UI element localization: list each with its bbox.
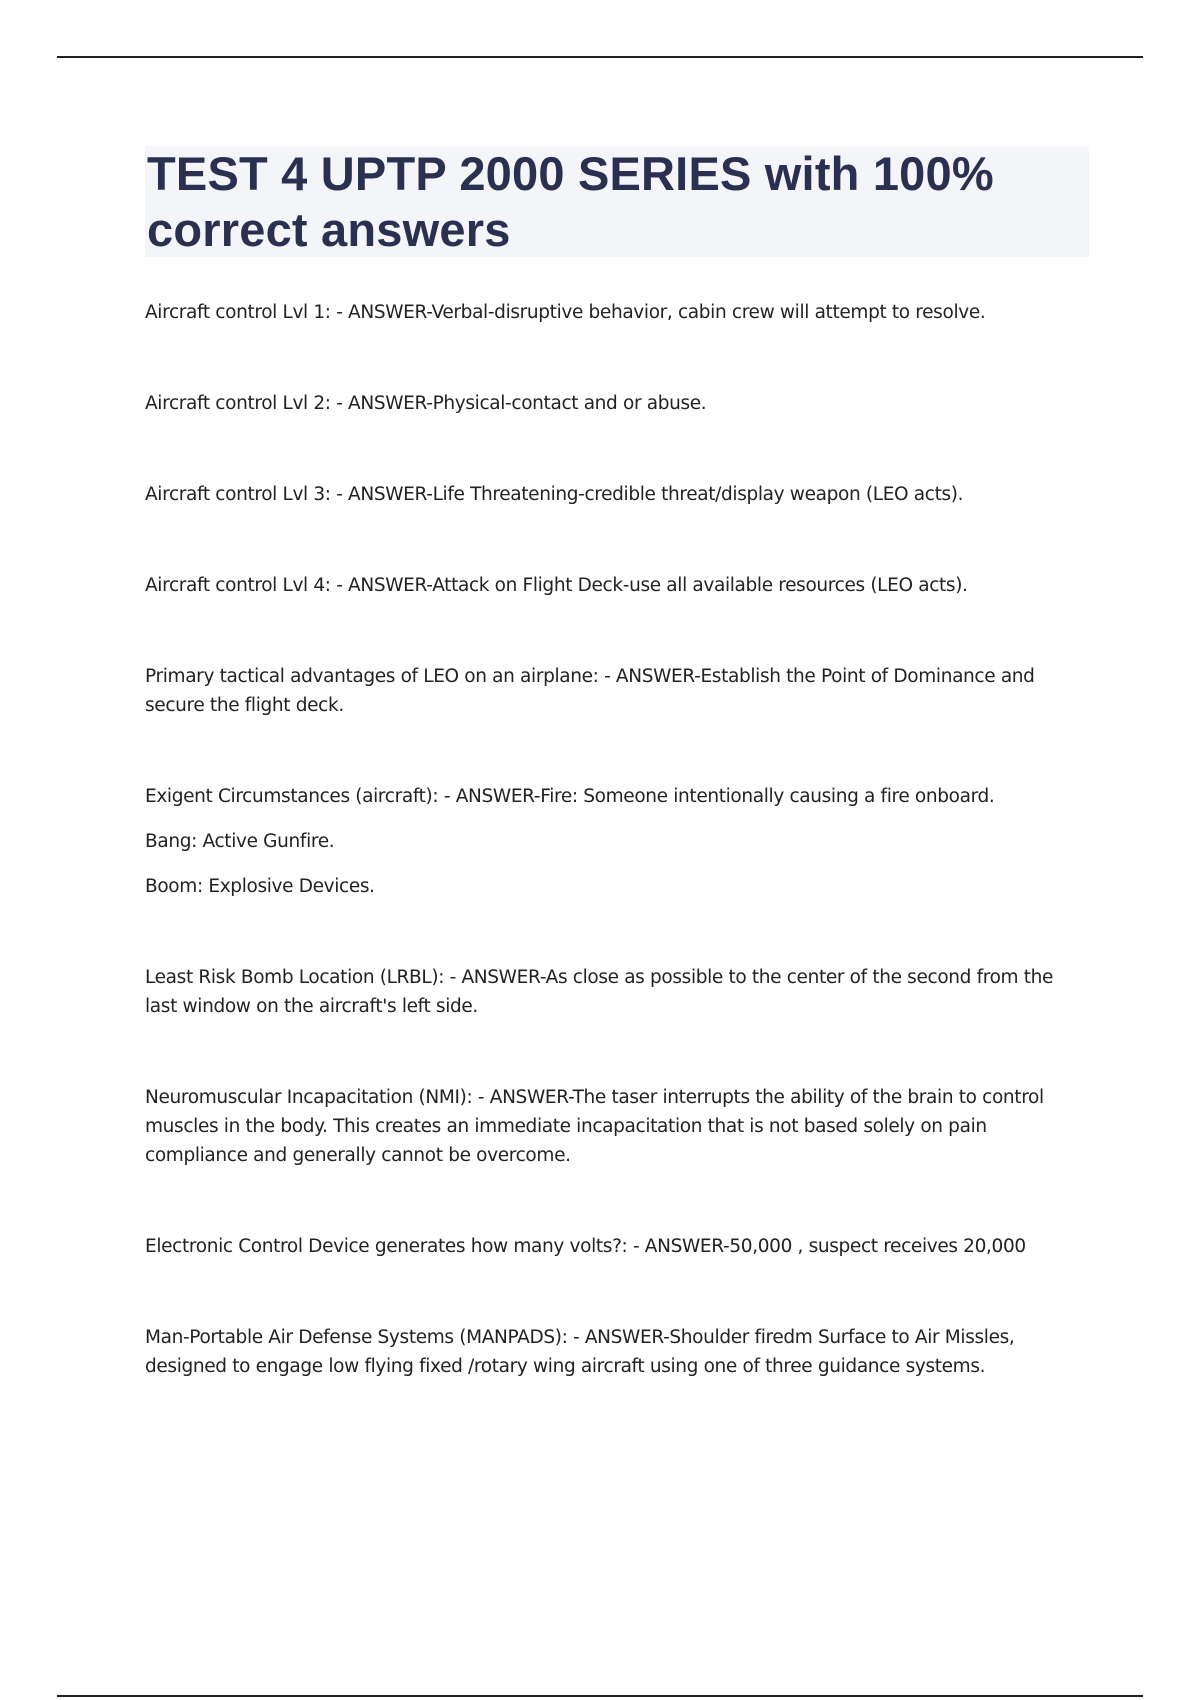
qa-item: Exigent Circumstances (aircraft): - ANSWER-Fire: Someone intentionally causing a fire onboard. bbox=[145, 786, 995, 807]
qa-item-group bbox=[145, 782, 1090, 901]
qa-item: Neuromuscular Incapacitation (NMI): - ANSWER-The taser interrupts the ability of the brain to control muscles in the body. This creates an immediate incapacitation that is not based solely on pain compliance and generally cannot be overcome. bbox=[145, 1087, 1044, 1166]
footer-divider bbox=[57, 1695, 1143, 1697]
header-divider bbox=[57, 56, 1143, 58]
qa-item-extra: Boom: Explosive Devices. bbox=[145, 876, 375, 897]
document-title: TEST 4 UPTP 2000 SERIES with 100% correct answers bbox=[147, 147, 994, 256]
qa-item: Electronic Control Device generates how many volts?: - ANSWER-50,000 , suspect receives 20,000 bbox=[145, 1236, 1026, 1257]
qa-item: Least Risk Bomb Location (LRBL): - ANSWER-As close as possible to the center of the second from the last window on the aircraft's left side. bbox=[145, 967, 1054, 1017]
qa-list bbox=[145, 298, 1090, 1381]
qa-item: Man-Portable Air Defense Systems (MANPADS): - ANSWER-Shoulder firedm Surface to Air Missles, designed to engage low flying fixed /rotary wing aircraft using one of three guidance systems. bbox=[145, 1327, 1015, 1377]
qa-item: Aircraft control Lvl 4: - ANSWER-Attack on Flight Deck-use all available resources (LEO acts). bbox=[145, 575, 968, 596]
qa-item: Aircraft control Lvl 1: - ANSWER-Verbal-disruptive behavior, cabin crew will attempt to resolve. bbox=[145, 302, 986, 323]
qa-item: Primary tactical advantages of LEO on an airplane: - ANSWER-Establish the Point of Dominance and secure the flight deck. bbox=[145, 666, 1035, 716]
qa-item: Aircraft control Lvl 2: - ANSWER-Physical-contact and or abuse. bbox=[145, 393, 707, 414]
qa-item: Aircraft control Lvl 3: - ANSWER-Life Threatening-credible threat/display weapon (LEO acts). bbox=[145, 484, 964, 505]
title-banner bbox=[145, 146, 1089, 257]
qa-item-extra: Bang: Active Gunfire. bbox=[145, 831, 335, 852]
